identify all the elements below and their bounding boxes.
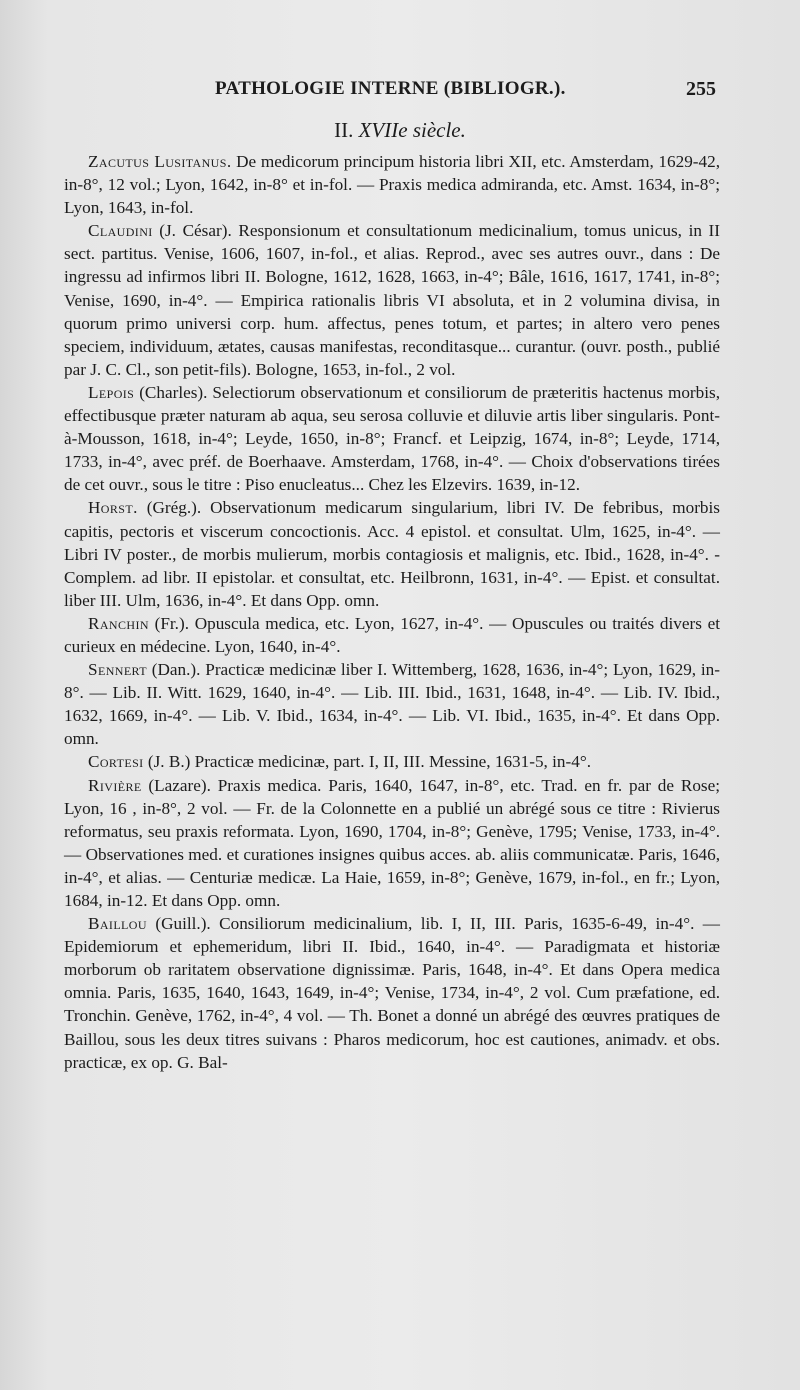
bibliography-entry bbox=[64, 219, 720, 381]
entry-text: De medicorum principum historia libri XII, etc. Amsterdam, 1629-42, in-8°, 12 vol.; Lyon, 1642, in-8° et in-fol. — Praxis medica admiranda, etc. Amst. 1634, in-8°; Lyon, 1643, in-fol. bbox=[64, 152, 720, 218]
entry-author: Rivière bbox=[88, 775, 142, 795]
bibliography-entry bbox=[64, 774, 720, 913]
entry-text: (Grég.). Observationum medicarum singularium, libri IV. De febribus, morbis capitis, pectoris et viscerum concoctionis. Acc. 4 epistol. et consultat. Ulm, 1625, in-4°. — Libri IV poster., de morbis mulierum, morbis contagiosis et malignis, etc. Ibid., 1628, in-4°. - Complem. ad libr. II epistolar. et consultat, etc. Heilbronn, 1631, in-4°. — Epist. et consultat. liber III. Ulm, 1636, in-4°. Et dans Opp. omn. bbox=[64, 498, 720, 610]
bibliography-entry bbox=[64, 658, 720, 750]
entry-author: Zacutus Lusitanus. bbox=[88, 152, 232, 171]
entry-text: (Lazare). Praxis medica. Paris, 1640, 1647, in-8°, etc. Trad. en fr. par de Rose; Lyon, 16 , in-8°, 2 vol. — Fr. de la Colonnette en a publié un abrégé sous ce titre : Rivierus reformatus, seu praxis reformata. Lyon, 1690, 1704, in-8°; Genève, 1795; Venise, 1733, in-4°. — Observationes med. et curationes insignes quibus acces. ab. aliis communicatæ. Paris, 1646, in-4°, et alias. — Centuriæ medicæ. La Haie, 1659, in-8°; Genève, 1679, in-fol., en fr.; Lyon, 1684, in-12. Et dans Opp. omn. bbox=[64, 775, 720, 910]
entry-text: (Charles). Selectiorum observationum et consiliorum de præteritis hactenus morbis, effectibusque præter naturam ab aqua, seu serosa colluvie et diluvie artis liber singularis. Pont-à-Mousson, 1618, in-4°; Leyde, 1650, in-8°; Francf. et Leipzig, 1674, in-8°; Leyde, 1714, 1733, in-4°, avec préf. de Boerhaave. Amsterdam, 1768, in-4°. — Choix d'observations tirées de cet ouvr., sous le titre : Piso enucleatus... Chez les Elzevirs. 1639, in-12. bbox=[64, 382, 720, 495]
section-title-text: XVIIe siècle. bbox=[358, 118, 466, 142]
entry-text: (J. B.) Practicæ medicinæ, part. I, II, III. Messine, 1631-5, in-4°. bbox=[143, 752, 591, 772]
entry-author: Sennert bbox=[88, 660, 147, 680]
bibliography-entry bbox=[64, 750, 720, 773]
section-heading bbox=[0, 118, 800, 143]
entry-author: Claudini bbox=[88, 221, 153, 241]
entry-author: Horst. bbox=[88, 498, 138, 518]
entry-author: Cortesi bbox=[88, 752, 144, 772]
section-number: II. bbox=[334, 118, 359, 142]
bibliography-entry bbox=[64, 912, 720, 1074]
bibliography-entry bbox=[64, 496, 720, 611]
entry-text: (Dan.). Practicæ medicinæ liber I. Wittemberg, 1628, 1636, in-4°; Lyon, 1629, in-8°. — Lib. II. Witt. 1629, 1640, in-4°. — Lib. III. Ibid., 1631, 1648, in-4°. — Lib. IV. Ibid., 1632, 1669, in-4°. — Lib. V. Ibid., 1634, in-4°. — Lib. VI. Ibid., 1635, in-4°. Et dans Opp. omn. bbox=[64, 660, 720, 749]
entry-author: Ranchin bbox=[88, 613, 149, 633]
running-title: PATHOLOGIE INTERNE (BIBLIOGR.). bbox=[215, 78, 566, 99]
page-header bbox=[0, 78, 800, 108]
bibliography-entry bbox=[64, 612, 720, 658]
entry-text: (J. César). Responsionum et consultationum medicinalium, tomus unicus, in II sect. partitus. Venise, 1606, 1607, in-fol., et alias. Reprod., avec ses autres ouvr., dans : De ingressu ad infirmos libri II. Bologne, 1612, 1628, 1663, in-4°; Bâle, 1616, 1617, 1741, in-8°; Venise, 1690, in-4°. — Empirica rationalis libris VI absoluta, et in 2 volumina divisa, in quorum primo universi corp. hum. affectus, penes totum, et partes; in altero vero penes speciem, individuum, ætates, causas manifestas, reconditasque... curantur. (ouvr. posth., publié par J. C. Cl., son petit-fils). Bologne, 1653, in-fol., 2 vol. bbox=[64, 221, 720, 379]
bibliography-body bbox=[64, 150, 720, 1074]
page-number: 255 bbox=[686, 78, 716, 100]
entry-text: (Guill.). Consiliorum medicinalium, lib. I, II, III. Paris, 1635-6-49, in-4°. — Epidemiorum et ephemeridum, libri II. Ibid., 1640, in-4°. — Paradigmata et historiæ morborum ob raritatem observatione dignissimæ. Paris, 1648, in-4°. Et dans Opera medica omnia. Paris, 1635, 1640, 1643, 1649, in-4°; Venise, 1734, in-4°, 2 vol. Cum præfatione, ed. Tronchin. Genève, 1762, in-4°, 4 vol. — Th. Bonet a donné un abrégé des œuvres pratiques de Baillou, sous les deux titres suivans : Pharos medicorum, hoc est cautiones, animadv. et obs. practicæ, ex op. G. Bal- bbox=[64, 914, 720, 1072]
bibliography-entry bbox=[64, 150, 720, 219]
entry-text: (Fr.). Opuscula medica, etc. Lyon, 1627, in-4°. — Opuscules ou traités divers et curieux en médecine. Lyon, 1640, in-4°. bbox=[64, 613, 720, 656]
entry-author: Lepois bbox=[88, 382, 135, 402]
entry-author: Baillou bbox=[88, 914, 147, 934]
bibliography-entry bbox=[64, 381, 720, 496]
